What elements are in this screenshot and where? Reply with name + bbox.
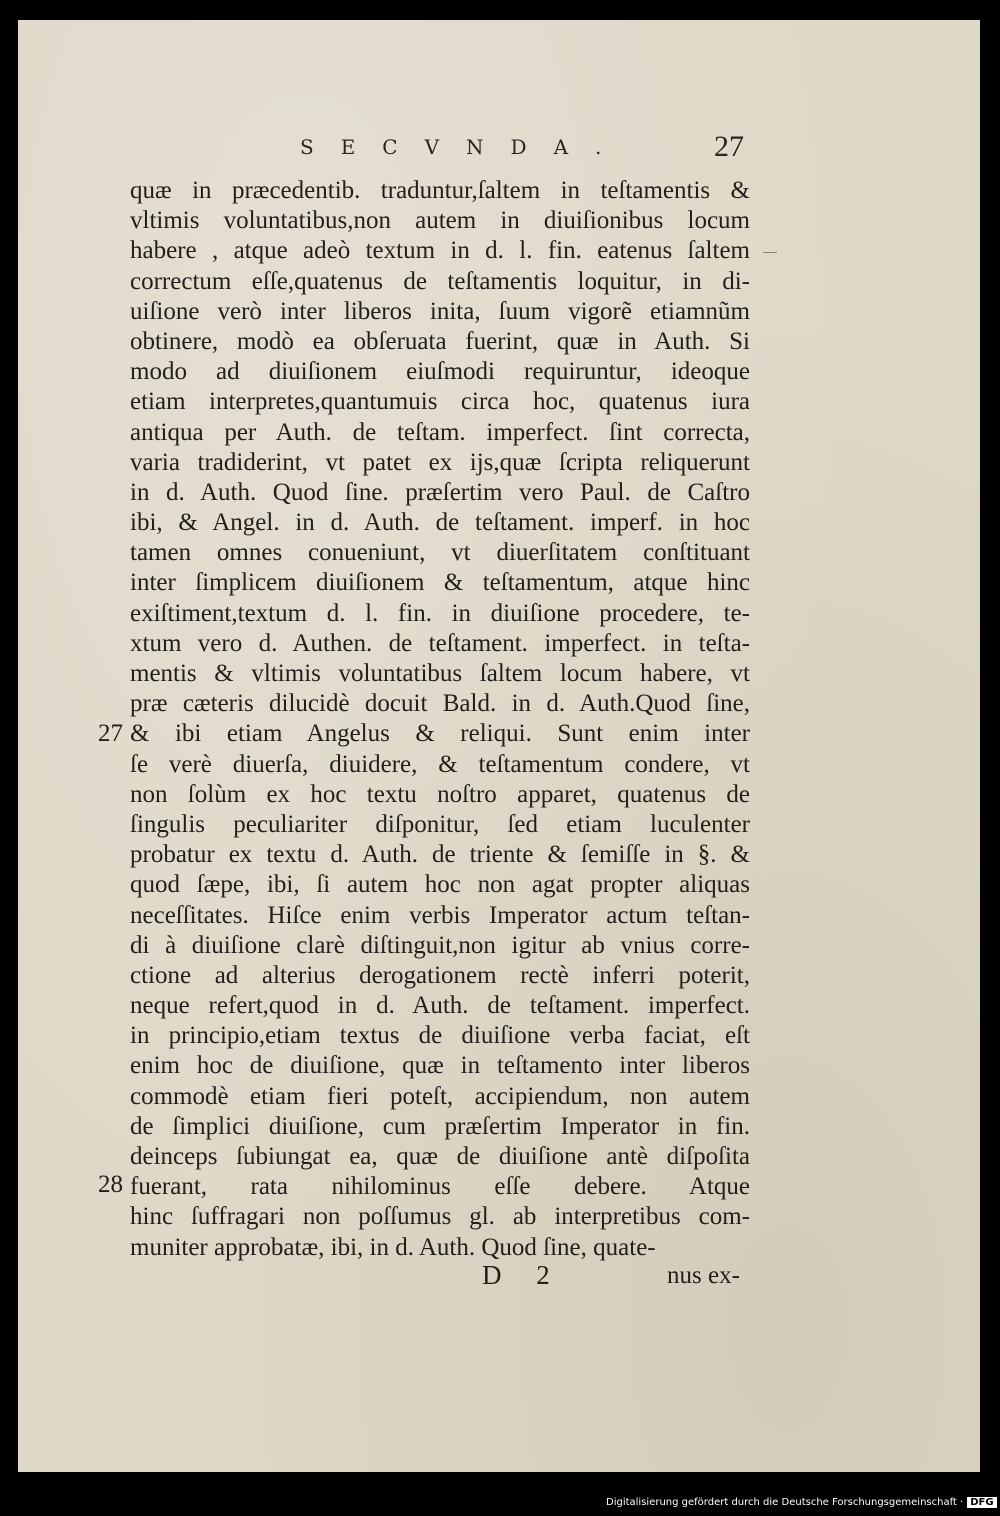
text-line: habere , atque adeò textum in d. l. fin. eatenus ſaltem	[130, 237, 750, 265]
text-line: ſingulis peculiariter diſponitur, ſed etiam luculenter	[130, 810, 750, 838]
margin-number: 28	[98, 1171, 123, 1198]
text-line: commodè etiam fieri poteſt, accipiendum, non autem	[130, 1082, 750, 1110]
text-line: inter ſimplicem diuiſionem & teſtamentum, atque hinc	[130, 569, 750, 597]
text-line: in principio,etiam textus de diuiſione verba faciat, eſt	[130, 1022, 750, 1050]
text-line: muniter approbatæ, ibi, in d. Auth. Quod ſine, quate-	[130, 1233, 656, 1261]
text-line: probatur ex textu d. Auth. de triente & ſemiſſe in §. &	[130, 841, 750, 869]
text-line: modo ad diuiſionem eiuſmodi requiruntur, ideoque	[130, 358, 750, 386]
text-line: obtinere, modò ea obſeruata fuerint, quæ in Auth. Si	[130, 327, 750, 355]
dfg-logo: DFG	[967, 1497, 996, 1508]
text-line: etiam interpretes,quantumuis circa hoc, quatenus iura	[130, 388, 750, 416]
footer-text: Digitalisierung gefördert durch die Deutsche Forschungsgemeinschaft ·	[606, 1497, 964, 1508]
text-line: tamen omnes conueniunt, vt diuerſitatem conſtituant	[130, 539, 750, 567]
text-line: ibi, & Angel. in d. Auth. de teſtament. imperf. in hoc	[130, 509, 750, 537]
page-number: 27	[714, 130, 744, 163]
catchword: nus ex-	[667, 1262, 740, 1289]
text-line: quæ in præcedentib. traduntur,ſaltem in teſtamentis &	[130, 177, 750, 204]
margin-number: 27	[98, 720, 123, 747]
text-line: xtum vero d. Authen. de teſtament. imperfect. in teſta-	[130, 629, 750, 657]
text-line: neque refert,quod in d. Auth. de teſtament. imperfect.	[130, 992, 750, 1020]
text-line: correctum eſſe,quatenus de teſtamentis loquitur, in di-	[130, 267, 750, 295]
text-line: enim hoc de diuiſione, quæ in teſtamento inter liberos	[130, 1052, 750, 1080]
body-text	[130, 176, 750, 1263]
text-line: mentis & vltimis voluntatibus ſaltem locum habere, vt	[130, 660, 750, 687]
text-line: ſe verè diuerſa, diuidere, & teſtamentum condere, vt	[130, 750, 750, 778]
text-line: non ſolùm ex hoc textu noſtro apparet, quatenus de	[130, 780, 750, 808]
margin-mark	[763, 252, 777, 253]
running-title: SECVNDA.	[300, 135, 629, 159]
text-line: fuerant, rata nihilominus eſſe debere. Atque	[130, 1173, 750, 1201]
text-line: ctione ad alterius derogationem rectè inferri poterit,	[130, 961, 750, 989]
text-line: exiſtiment,textum d. l. fin. in diuiſione procedere, te-	[130, 599, 750, 627]
text-line: deinceps ſubiungat ea, quæ de diuiſione antè diſpoſita	[130, 1143, 750, 1170]
text-line: neceſſitates. Hiſce enim verbis Imperator actum teſtan-	[130, 901, 750, 929]
text-line: de ſimplici diuiſione, cum præſertim Imperator in fin.	[130, 1112, 750, 1140]
text-line: præ cæteris dilucidè docuit Bald. in d. Auth.Quod ſine,	[130, 690, 750, 718]
text-line: in d. Auth. Quod ſine. præſertim vero Paul. de Caſtro	[130, 478, 750, 506]
text-line: uiſione verò inter liberos inita, ſuum vigorẽ etiamnũm	[130, 297, 750, 325]
text-line: varia tradiderint, vt patet ex ijs,quæ ſcripta reliquerunt	[130, 448, 750, 476]
text-line: vltimis voluntatibus,non autem in diuiſionibus locum	[130, 207, 750, 235]
footer-credit	[606, 1497, 997, 1508]
signature-mark: D 2	[482, 1260, 564, 1290]
text-line: hinc ſuffragari non poſſumus gl. ab interpretibus com-	[130, 1203, 750, 1231]
text-line: & ibi etiam Angelus & reliqui. Sunt enim inter	[130, 720, 750, 748]
text-line: antiqua per Auth. de teſtam. imperfect. ſint correcta,	[130, 418, 750, 446]
text-line: di à diuiſione clarè diſtinguit,non igitur ab vnius corre-	[130, 931, 750, 959]
text-line: quod ſæpe, ibi, ſi autem hoc non agat propter aliquas	[130, 871, 750, 899]
